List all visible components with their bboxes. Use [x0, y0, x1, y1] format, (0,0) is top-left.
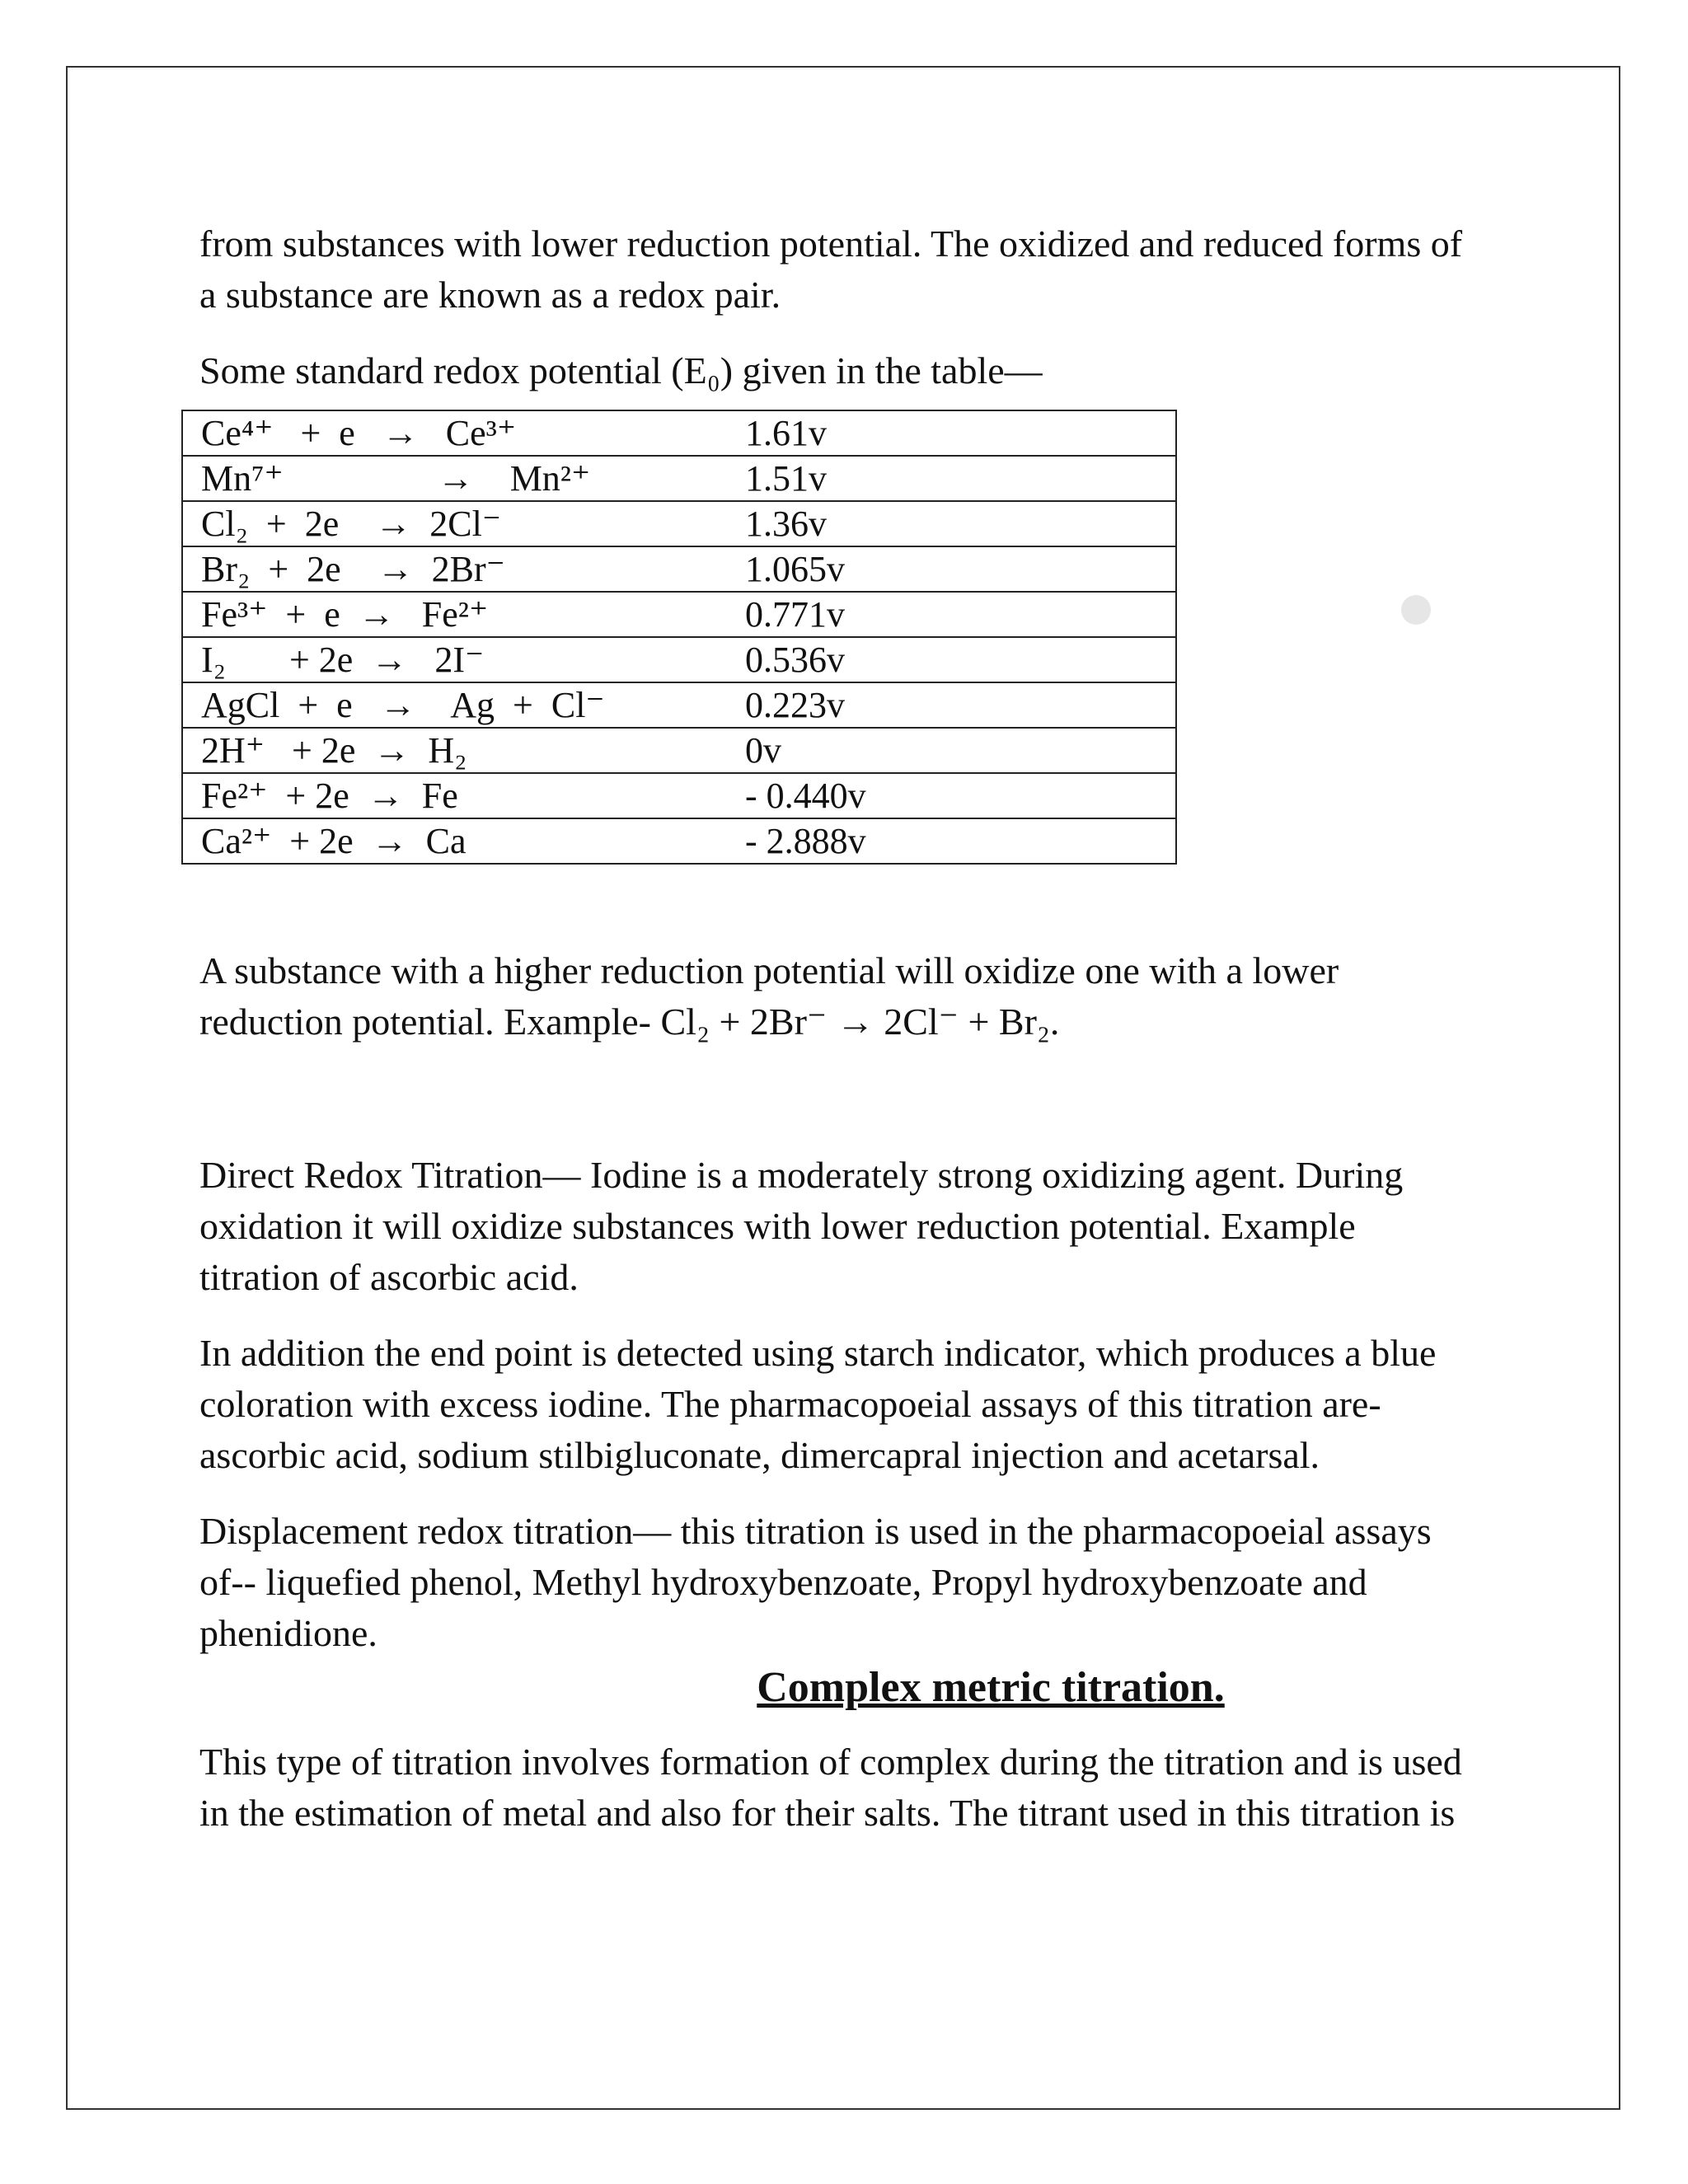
reaction-cell: Fe³⁺ + e → Fe²⁺ — [182, 592, 745, 637]
higher-potential-paragraph — [199, 945, 1485, 1047]
table-row — [182, 592, 1176, 637]
table-row — [182, 456, 1176, 501]
table-row — [182, 682, 1176, 728]
text-line: A substance with a higher reduction potential will oxidize one with a lower — [199, 949, 1339, 991]
reaction-cell: Mn⁷⁺ → Mn²⁺ — [182, 456, 745, 501]
table-row — [182, 546, 1176, 592]
text-line: a substance are known as a redox pair. — [199, 274, 781, 316]
text-line: in the estimation of metal and also for their salts. The titrant used in this titration is — [199, 1792, 1456, 1834]
potential-cell: 0.536v — [745, 637, 1176, 682]
text-line: of-- liquefied phenol, Methyl hydroxybenzoate, Propyl hydroxybenzoate and — [199, 1561, 1367, 1603]
potential-cell: 1.51v — [745, 456, 1176, 501]
table-intro: Some standard redox potential (E₀) given in the table— — [199, 349, 1043, 391]
text-line: ascorbic acid, sodium stilbigluconate, dimercapral injection and acetarsal. — [199, 1434, 1320, 1476]
text-line: Displacement redox titration— this titration is used in the pharmacopoeial assays — [199, 1510, 1432, 1552]
table-row — [182, 410, 1176, 456]
reaction-cell: I₂ + 2e → 2I⁻ — [182, 637, 745, 682]
table-row — [182, 501, 1176, 546]
potential-cell: - 2.888v — [745, 818, 1176, 864]
potential-cell: - 0.440v — [745, 773, 1176, 818]
reaction-cell: 2H⁺ + 2e → H₂ — [182, 728, 745, 773]
direct-redox-paragraph — [199, 1150, 1485, 1303]
text-line: oxidation it will oxidize substances with lower reduction potential. Example — [199, 1205, 1356, 1247]
potential-cell: 0v — [745, 728, 1176, 773]
text-line: reduction potential. Example- Cl₂ + 2Br⁻ → 2Cl⁻ + Br₂. — [199, 1001, 1060, 1043]
redox-potential-table — [181, 410, 1177, 865]
potential-cell: 0.223v — [745, 682, 1176, 728]
potential-cell: 1.61v — [745, 410, 1176, 456]
text-line: from substances with lower reduction potential. The oxidized and reduced forms of — [199, 223, 1463, 265]
text-line: Direct Redox Titration— Iodine is a moderately strong oxidizing agent. During — [199, 1154, 1404, 1196]
text-line: This type of titration involves formation of complex during the titration and is used — [199, 1741, 1462, 1783]
end-point-paragraph — [199, 1328, 1485, 1481]
potential-cell: 0.771v — [745, 592, 1176, 637]
table-row — [182, 728, 1176, 773]
table-row — [182, 773, 1176, 818]
text-line: phenidione. — [199, 1612, 377, 1654]
potential-cell: 1.36v — [745, 501, 1176, 546]
text-line: titration of ascorbic acid. — [199, 1256, 579, 1298]
text-line: coloration with excess iodine. The pharmacopoeial assays of this titration are- — [199, 1383, 1381, 1425]
table-row — [182, 637, 1176, 682]
reaction-cell: Cl₂ + 2e → 2Cl⁻ — [182, 501, 745, 546]
complex-paragraph — [199, 1736, 1485, 1839]
text-line: In addition the end point is detected using starch indicator, which produces a blue — [199, 1332, 1437, 1374]
intro-paragraph — [199, 218, 1485, 321]
reaction-cell: Ce⁴⁺ + e → Ce³⁺ — [182, 410, 745, 456]
reaction-cell: Ca²⁺ + 2e → Ca — [182, 818, 745, 864]
table-row — [182, 818, 1176, 864]
reaction-cell: Fe²⁺ + 2e → Fe — [182, 773, 745, 818]
displacement-paragraph — [199, 1506, 1485, 1659]
reaction-cell: AgCl + e → Ag + Cl⁻ — [182, 682, 745, 728]
potential-cell: 1.065v — [745, 546, 1176, 592]
section-heading: Complex metric titration. — [757, 1664, 1225, 1711]
reaction-cell: Br₂ + 2e → 2Br⁻ — [182, 546, 745, 592]
document-body — [199, 218, 1485, 1839]
